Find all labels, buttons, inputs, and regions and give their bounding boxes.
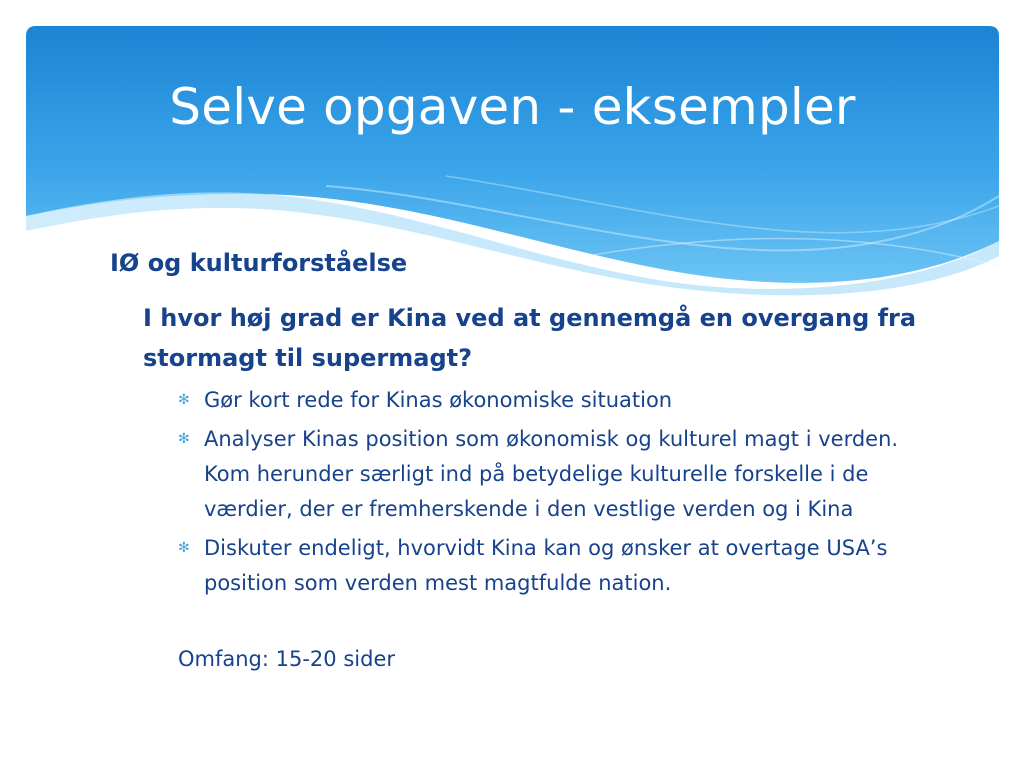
bullet-text: Gør kort rede for Kinas økonomiske situation: [204, 388, 673, 412]
slide-title: Selve opgaven - eksempler: [169, 78, 856, 136]
asterisk-bullet-icon: ✻: [178, 431, 190, 447]
scope-text: Omfang: 15-20 sider: [178, 647, 395, 671]
question-heading: I hvor høj grad er Kina ved at gennemgå en overgang fra stormagt til supermagt?: [143, 304, 917, 372]
bullet-text: Diskuter endeligt, hvorvidt Kina kan og ønsker at overtage USA’s position som verden mest magtfulde nation.: [204, 536, 888, 595]
asterisk-bullet-icon: ✻: [178, 540, 190, 556]
asterisk-bullet-icon: ✻: [178, 392, 190, 408]
bullet-text: Analyser Kinas position som økonomisk og kulturel magt i verden. Kom herunder særligt ind på betydelige kulturelle forskelle i de værdier, der er fremherskende i den vestlige verden og i Kina: [204, 427, 899, 521]
bullet-list: [178, 383, 938, 605]
topic-heading: IØ og kulturforståelse: [110, 249, 408, 277]
list-item: [178, 531, 938, 601]
list-item: [178, 383, 938, 418]
list-item: [178, 422, 938, 527]
